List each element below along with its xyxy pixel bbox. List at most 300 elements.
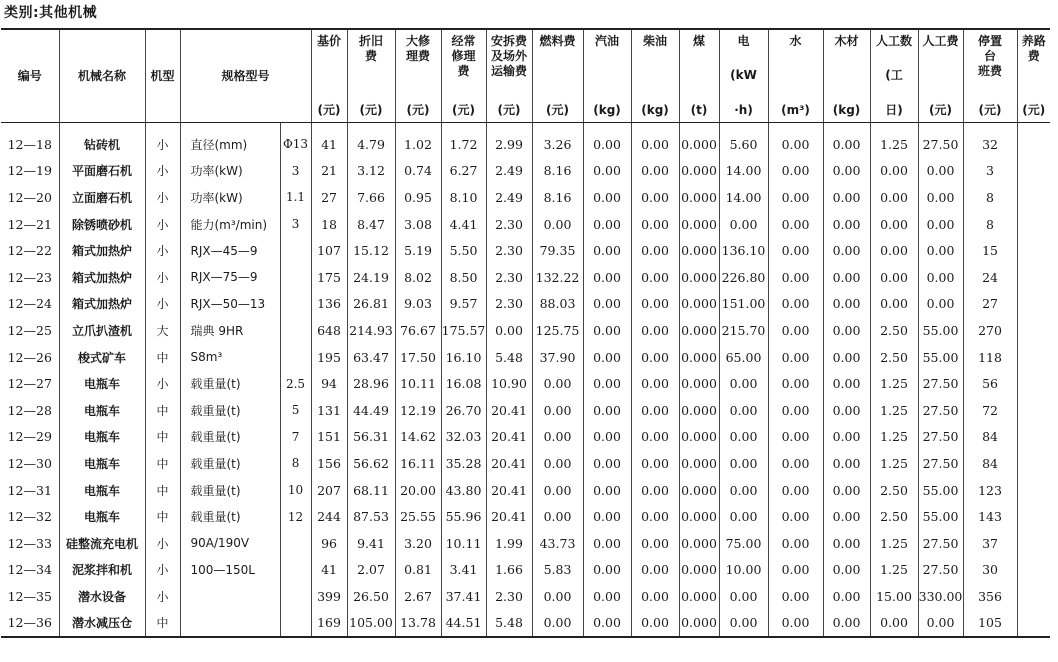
cell-diesel: 0.00 bbox=[631, 291, 679, 318]
cell-repair: 10.11 bbox=[441, 530, 486, 557]
cell-type: 小 bbox=[145, 370, 180, 397]
cell-diesel: 0.00 bbox=[631, 264, 679, 291]
cell-water: 0.00 bbox=[768, 291, 823, 318]
cell-fuel-cost: 0.00 bbox=[532, 370, 583, 397]
cell-overhaul: 14.62 bbox=[395, 424, 441, 451]
cell-standby: 356 bbox=[963, 583, 1017, 610]
cell-wood: 0.00 bbox=[823, 344, 870, 371]
header-depreciation: 折旧 费 (元) bbox=[347, 29, 395, 123]
cell-spec-value: 1.1 bbox=[280, 184, 311, 211]
cell-labor-days: 1.25 bbox=[870, 557, 918, 584]
cell-overhaul: 2.67 bbox=[395, 583, 441, 610]
cell-diesel: 0.00 bbox=[631, 370, 679, 397]
cell-base-price: 175 bbox=[311, 264, 347, 291]
cell-gasoline: 0.00 bbox=[583, 317, 631, 344]
cell-spec-value bbox=[280, 317, 311, 344]
cell-base-price: 41 bbox=[311, 123, 347, 158]
header-repair: 经常 修理 费 (元) bbox=[441, 29, 486, 123]
cell-road bbox=[1017, 583, 1050, 610]
cell-fuel-cost: 125.75 bbox=[532, 317, 583, 344]
cell-no: 12—36 bbox=[1, 610, 59, 638]
cell-wood: 0.00 bbox=[823, 610, 870, 638]
cell-coal: 0.000 bbox=[679, 264, 719, 291]
cell-labor-cost: 27.50 bbox=[918, 397, 963, 424]
cell-name: 箱式加热炉 bbox=[59, 291, 145, 318]
cell-water: 0.00 bbox=[768, 184, 823, 211]
cell-road bbox=[1017, 211, 1050, 238]
cell-coal: 0.000 bbox=[679, 530, 719, 557]
cell-diesel: 0.00 bbox=[631, 158, 679, 185]
cell-overhaul: 10.11 bbox=[395, 370, 441, 397]
cell-labor-cost: 0.00 bbox=[918, 211, 963, 238]
cell-spec bbox=[180, 610, 280, 638]
cell-install-transport: 2.30 bbox=[486, 211, 532, 238]
cell-fuel-cost: 0.00 bbox=[532, 424, 583, 451]
cell-base-price: 169 bbox=[311, 610, 347, 638]
cell-electricity: 75.00 bbox=[719, 530, 768, 557]
cell-road bbox=[1017, 184, 1050, 211]
cell-wood: 0.00 bbox=[823, 317, 870, 344]
cell-coal: 0.000 bbox=[679, 450, 719, 477]
cell-depreciation: 87.53 bbox=[347, 503, 395, 530]
cell-road bbox=[1017, 530, 1050, 557]
table-row bbox=[1, 424, 1058, 451]
cell-road bbox=[1017, 610, 1050, 638]
cell-base-price: 648 bbox=[311, 317, 347, 344]
cell-labor-days: 2.50 bbox=[870, 503, 918, 530]
cell-standby: 143 bbox=[963, 503, 1017, 530]
cell-type: 中 bbox=[145, 397, 180, 424]
cell-depreciation: 4.79 bbox=[347, 123, 395, 158]
cell-install-transport: 10.90 bbox=[486, 370, 532, 397]
cell-overhaul: 1.02 bbox=[395, 123, 441, 158]
table-row bbox=[1, 370, 1058, 397]
cell-fuel-cost: 8.16 bbox=[532, 158, 583, 185]
cell-water: 0.00 bbox=[768, 317, 823, 344]
cell-spec: RJX—45—9 bbox=[180, 237, 280, 264]
cell-install-transport: 2.30 bbox=[486, 264, 532, 291]
cell-spec: 瑞典 9HR bbox=[180, 317, 280, 344]
cell-repair: 35.28 bbox=[441, 450, 486, 477]
cell-spec: 载重量(t) bbox=[180, 424, 280, 451]
cell-name: 硅整流充电机 bbox=[59, 530, 145, 557]
cell-fuel-cost: 43.73 bbox=[532, 530, 583, 557]
cell-coal: 0.000 bbox=[679, 237, 719, 264]
header-overhaul: 大修 理费 (元) bbox=[395, 29, 441, 123]
cell-road bbox=[1017, 557, 1050, 584]
cell-road bbox=[1017, 237, 1050, 264]
header-electricity: 电 (kW ·h) bbox=[719, 29, 768, 123]
cell-install-transport: 2.30 bbox=[486, 291, 532, 318]
cell-install-transport: 20.41 bbox=[486, 424, 532, 451]
cell-spec-value: 7 bbox=[280, 424, 311, 451]
cell-labor-days: 0.00 bbox=[870, 610, 918, 638]
cell-electricity: 226.80 bbox=[719, 264, 768, 291]
cell-standby: 3 bbox=[963, 158, 1017, 185]
cell-labor-cost: 0.00 bbox=[918, 158, 963, 185]
cell-wood: 0.00 bbox=[823, 557, 870, 584]
cell-name: 电瓶车 bbox=[59, 424, 145, 451]
cell-electricity: 136.10 bbox=[719, 237, 768, 264]
table-row bbox=[1, 450, 1058, 477]
cell-name: 立面磨石机 bbox=[59, 184, 145, 211]
cell-wood: 0.00 bbox=[823, 123, 870, 158]
cell-diesel: 0.00 bbox=[631, 211, 679, 238]
cell-no: 12—26 bbox=[7, 349, 52, 365]
cell-labor-cost: 27.50 bbox=[918, 450, 963, 477]
cell-no: 12—18 bbox=[7, 136, 52, 152]
header-labor-cost: 人工费 (元) bbox=[918, 29, 963, 123]
cell-standby: 8 bbox=[963, 211, 1017, 238]
cell-labor-days: 15.00 bbox=[870, 583, 918, 610]
cell-standby: 56 bbox=[963, 370, 1017, 397]
cell-labor-days: 0.00 bbox=[870, 158, 918, 185]
cell-wood: 0.00 bbox=[823, 291, 870, 318]
cell-wood: 0.00 bbox=[823, 503, 870, 530]
cell-labor-cost: 0.00 bbox=[918, 264, 963, 291]
cell-labor-days: 2.50 bbox=[870, 317, 918, 344]
cell-base-price: 107 bbox=[311, 237, 347, 264]
cell-road bbox=[1017, 317, 1050, 344]
header-gasoline: 汽油 (kg) bbox=[583, 29, 631, 123]
cell-diesel: 0.00 bbox=[631, 530, 679, 557]
cell-wood: 0.00 bbox=[823, 158, 870, 185]
cell-electricity: 0.00 bbox=[719, 370, 768, 397]
cell-fuel-cost: 132.22 bbox=[532, 264, 583, 291]
cell-wood: 0.00 bbox=[823, 424, 870, 451]
table-row bbox=[1, 317, 1058, 344]
cell-wood: 0.00 bbox=[823, 450, 870, 477]
cell-electricity: 151.00 bbox=[719, 291, 768, 318]
cell-name: 电瓶车 bbox=[59, 450, 145, 477]
cell-name: 梭式矿车 bbox=[59, 344, 145, 371]
cell-no: 12—32 bbox=[7, 509, 52, 525]
cell-repair: 8.10 bbox=[441, 184, 486, 211]
cell-base-price: 207 bbox=[311, 477, 347, 504]
cell-labor-cost: 330.00 bbox=[918, 583, 963, 610]
cell-spec-value: 3 bbox=[280, 158, 311, 185]
cell-no: 12—31 bbox=[7, 482, 52, 498]
header-install-transport: 安拆费 及场外 运输费 (元) bbox=[486, 29, 532, 123]
cell-road bbox=[1017, 477, 1050, 504]
cell-overhaul: 16.11 bbox=[395, 450, 441, 477]
machinery-cost-table bbox=[1, 28, 1058, 638]
cell-depreciation: 68.11 bbox=[347, 477, 395, 504]
cell-install-transport: 5.48 bbox=[486, 610, 532, 638]
cell-gasoline: 0.00 bbox=[583, 477, 631, 504]
header-water: 水 (m³) bbox=[768, 29, 823, 123]
cell-water: 0.00 bbox=[768, 158, 823, 185]
cell-type: 小 bbox=[145, 264, 180, 291]
cell-overhaul: 20.00 bbox=[395, 477, 441, 504]
cell-spec: 功率(kW) bbox=[180, 184, 280, 211]
cell-type: 中 bbox=[145, 503, 180, 530]
cell-no: 12—35 bbox=[7, 588, 52, 604]
table-row bbox=[1, 503, 1058, 530]
cell-spec: 直径(mm) bbox=[180, 123, 280, 158]
cell-fuel-cost: 79.35 bbox=[532, 237, 583, 264]
table-row bbox=[1, 237, 1058, 264]
cell-standby: 15 bbox=[963, 237, 1017, 264]
cell-fuel-cost: 0.00 bbox=[532, 397, 583, 424]
cell-diesel: 0.00 bbox=[631, 344, 679, 371]
cell-spec-value: 8 bbox=[280, 450, 311, 477]
cell-standby: 105 bbox=[963, 610, 1017, 638]
cell-name: 电瓶车 bbox=[59, 370, 145, 397]
cell-wood: 0.00 bbox=[823, 530, 870, 557]
cell-road bbox=[1017, 397, 1050, 424]
header-no: 编号 bbox=[1, 29, 59, 123]
table-row bbox=[1, 291, 1058, 318]
cell-diesel: 0.00 bbox=[631, 450, 679, 477]
cell-coal: 0.000 bbox=[679, 317, 719, 344]
cell-repair: 32.03 bbox=[441, 424, 486, 451]
cell-overhaul: 76.67 bbox=[395, 317, 441, 344]
cell-depreciation: 8.47 bbox=[347, 211, 395, 238]
cell-coal: 0.000 bbox=[679, 211, 719, 238]
cell-labor-days: 0.00 bbox=[870, 184, 918, 211]
cell-base-price: 131 bbox=[311, 397, 347, 424]
cell-standby: 270 bbox=[963, 317, 1017, 344]
cell-spec: 90A/190V bbox=[180, 530, 280, 557]
cell-depreciation: 15.12 bbox=[347, 237, 395, 264]
header-base-price: 基价 (元) bbox=[311, 29, 347, 123]
cell-coal: 0.000 bbox=[679, 610, 719, 638]
cell-base-price: 151 bbox=[311, 424, 347, 451]
cell-name: 泥浆拌和机 bbox=[59, 557, 145, 584]
cell-water: 0.00 bbox=[768, 123, 823, 158]
cell-standby: 84 bbox=[963, 450, 1017, 477]
cell-standby: 84 bbox=[963, 424, 1017, 451]
cell-no: 12—34 bbox=[7, 562, 52, 578]
cell-standby: 118 bbox=[963, 344, 1017, 371]
cell-depreciation: 56.31 bbox=[347, 424, 395, 451]
cell-gasoline: 0.00 bbox=[583, 237, 631, 264]
cell-spec-value bbox=[280, 264, 311, 291]
cell-install-transport: 5.48 bbox=[486, 344, 532, 371]
cell-labor-days: 1.25 bbox=[870, 370, 918, 397]
cell-coal: 0.000 bbox=[679, 370, 719, 397]
cell-overhaul: 0.74 bbox=[395, 158, 441, 185]
cell-spec-value bbox=[280, 291, 311, 318]
cell-standby: 37 bbox=[963, 530, 1017, 557]
cell-labor-cost: 55.00 bbox=[918, 477, 963, 504]
cell-base-price: 41 bbox=[311, 557, 347, 584]
cell-no: 12—24 bbox=[7, 296, 52, 312]
cell-gasoline: 0.00 bbox=[583, 344, 631, 371]
cell-gasoline: 0.00 bbox=[583, 610, 631, 638]
cell-electricity: 10.00 bbox=[719, 557, 768, 584]
cell-labor-days: 1.25 bbox=[870, 530, 918, 557]
cell-repair: 6.27 bbox=[441, 158, 486, 185]
table-row bbox=[1, 477, 1058, 504]
cell-spec: 能力(m³/min) bbox=[180, 211, 280, 238]
cell-standby: 30 bbox=[963, 557, 1017, 584]
cell-road bbox=[1017, 370, 1050, 397]
cell-wood: 0.00 bbox=[823, 184, 870, 211]
cell-repair: 3.41 bbox=[441, 557, 486, 584]
cell-depreciation: 63.47 bbox=[347, 344, 395, 371]
cell-depreciation: 9.41 bbox=[347, 530, 395, 557]
cell-electricity: 65.00 bbox=[719, 344, 768, 371]
cell-name: 潜水减压仓 bbox=[59, 610, 145, 638]
cell-diesel: 0.00 bbox=[631, 237, 679, 264]
cell-type: 小 bbox=[145, 530, 180, 557]
cell-base-price: 18 bbox=[311, 211, 347, 238]
cell-install-transport: 0.00 bbox=[486, 317, 532, 344]
table-row bbox=[1, 211, 1058, 238]
cell-overhaul: 12.19 bbox=[395, 397, 441, 424]
table-category-caption: 类别:其他机械 bbox=[4, 5, 98, 21]
cell-gasoline: 0.00 bbox=[583, 184, 631, 211]
cell-labor-days: 0.00 bbox=[870, 211, 918, 238]
cell-coal: 0.000 bbox=[679, 158, 719, 185]
cell-spec-value: Φ13 bbox=[280, 123, 311, 158]
cell-water: 0.00 bbox=[768, 211, 823, 238]
cell-electricity: 14.00 bbox=[719, 184, 768, 211]
cell-depreciation: 24.19 bbox=[347, 264, 395, 291]
table-row bbox=[1, 583, 1058, 610]
cell-road bbox=[1017, 424, 1050, 451]
cell-road bbox=[1017, 503, 1050, 530]
cell-overhaul: 0.95 bbox=[395, 184, 441, 211]
cell-diesel: 0.00 bbox=[631, 583, 679, 610]
cell-standby: 24 bbox=[963, 264, 1017, 291]
table-row bbox=[1, 530, 1058, 557]
cell-repair: 8.50 bbox=[441, 264, 486, 291]
cell-spec-value: 12 bbox=[280, 503, 311, 530]
cell-coal: 0.000 bbox=[679, 123, 719, 158]
cell-diesel: 0.00 bbox=[631, 610, 679, 638]
cell-standby: 72 bbox=[963, 397, 1017, 424]
cell-spec: 载重量(t) bbox=[180, 503, 280, 530]
cell-labor-days: 1.25 bbox=[870, 424, 918, 451]
cell-overhaul: 3.08 bbox=[395, 211, 441, 238]
cell-wood: 0.00 bbox=[823, 211, 870, 238]
cell-spec: 100—150L bbox=[180, 557, 280, 584]
header-standby: 停置 台 班费 (元) bbox=[963, 29, 1017, 123]
cell-fuel-cost: 0.00 bbox=[532, 503, 583, 530]
cell-fuel-cost: 0.00 bbox=[532, 211, 583, 238]
cell-no: 12—21 bbox=[7, 216, 52, 232]
cell-type: 中 bbox=[145, 344, 180, 371]
cell-labor-cost: 55.00 bbox=[918, 317, 963, 344]
cell-fuel-cost: 3.26 bbox=[532, 123, 583, 158]
cell-no: 12—28 bbox=[7, 402, 52, 418]
cell-no: 12—27 bbox=[7, 376, 52, 392]
cell-spec: S8m³ bbox=[180, 344, 280, 371]
cell-type: 中 bbox=[145, 424, 180, 451]
cell-repair: 5.50 bbox=[441, 237, 486, 264]
cell-labor-days: 0.00 bbox=[870, 291, 918, 318]
cell-type: 小 bbox=[145, 583, 180, 610]
cell-gasoline: 0.00 bbox=[583, 450, 631, 477]
cell-install-transport: 20.41 bbox=[486, 503, 532, 530]
cell-no: 12—23 bbox=[7, 269, 52, 285]
cell-spec-value: 5 bbox=[280, 397, 311, 424]
cell-type: 大 bbox=[145, 317, 180, 344]
cell-base-price: 136 bbox=[311, 291, 347, 318]
cell-spec: 载重量(t) bbox=[180, 397, 280, 424]
cell-depreciation: 28.96 bbox=[347, 370, 395, 397]
cell-road bbox=[1017, 291, 1050, 318]
cell-base-price: 27 bbox=[311, 184, 347, 211]
cell-install-transport: 2.30 bbox=[486, 583, 532, 610]
cell-type: 小 bbox=[145, 211, 180, 238]
cell-spec-value: 3 bbox=[280, 211, 311, 238]
cell-name: 箱式加热炉 bbox=[59, 237, 145, 264]
cell-labor-days: 2.50 bbox=[870, 477, 918, 504]
cell-electricity: 0.00 bbox=[719, 397, 768, 424]
cell-electricity: 5.60 bbox=[719, 123, 768, 158]
cell-diesel: 0.00 bbox=[631, 184, 679, 211]
header-diesel: 柴油 (kg) bbox=[631, 29, 679, 123]
cell-depreciation: 214.93 bbox=[347, 317, 395, 344]
cell-repair: 4.41 bbox=[441, 211, 486, 238]
cell-base-price: 96 bbox=[311, 530, 347, 557]
cell-overhaul: 5.19 bbox=[395, 237, 441, 264]
cell-gasoline: 0.00 bbox=[583, 397, 631, 424]
cell-labor-cost: 27.50 bbox=[918, 530, 963, 557]
cell-labor-cost: 55.00 bbox=[918, 503, 963, 530]
cell-type: 小 bbox=[145, 158, 180, 185]
cell-spec-value: 2.5 bbox=[280, 370, 311, 397]
cell-install-transport: 2.49 bbox=[486, 158, 532, 185]
cell-electricity: 215.70 bbox=[719, 317, 768, 344]
cell-water: 0.00 bbox=[768, 424, 823, 451]
cell-water: 0.00 bbox=[768, 477, 823, 504]
cell-labor-days: 0.00 bbox=[870, 264, 918, 291]
cell-spec: RJX—50—13 bbox=[180, 291, 280, 318]
cell-repair: 43.80 bbox=[441, 477, 486, 504]
cell-install-transport: 1.66 bbox=[486, 557, 532, 584]
cell-spec: 载重量(t) bbox=[180, 450, 280, 477]
cell-overhaul: 9.03 bbox=[395, 291, 441, 318]
header-road: 养路 费 (元) bbox=[1017, 29, 1050, 123]
cell-labor-days: 0.00 bbox=[870, 237, 918, 264]
cell-install-transport: 20.41 bbox=[486, 450, 532, 477]
cell-road bbox=[1017, 344, 1050, 371]
cell-no: 12—29 bbox=[7, 429, 52, 445]
cell-spec-value bbox=[280, 530, 311, 557]
cell-type: 小 bbox=[145, 557, 180, 584]
cell-type: 小 bbox=[145, 184, 180, 211]
cell-repair: 1.72 bbox=[441, 123, 486, 158]
cell-type: 中 bbox=[145, 450, 180, 477]
cell-gasoline: 0.00 bbox=[583, 530, 631, 557]
cell-water: 0.00 bbox=[768, 610, 823, 638]
cell-repair: 55.96 bbox=[441, 503, 486, 530]
cell-spec-value bbox=[280, 583, 311, 610]
cell-labor-cost: 0.00 bbox=[918, 291, 963, 318]
cell-coal: 0.000 bbox=[679, 477, 719, 504]
cell-water: 0.00 bbox=[768, 397, 823, 424]
cell-install-transport: 1.99 bbox=[486, 530, 532, 557]
cell-type: 中 bbox=[145, 610, 180, 638]
cell-install-transport: 2.30 bbox=[486, 237, 532, 264]
cell-labor-cost: 0.00 bbox=[918, 237, 963, 264]
cell-labor-cost: 27.50 bbox=[918, 123, 963, 158]
cell-base-price: 21 bbox=[311, 158, 347, 185]
header-type: 机型 bbox=[145, 29, 180, 123]
cell-spec-value bbox=[280, 557, 311, 584]
cell-fuel-cost: 8.16 bbox=[532, 184, 583, 211]
cell-fuel-cost: 0.00 bbox=[532, 477, 583, 504]
cell-standby: 27 bbox=[963, 291, 1017, 318]
cell-coal: 0.000 bbox=[679, 503, 719, 530]
cell-overhaul: 25.55 bbox=[395, 503, 441, 530]
cell-spec: 功率(kW) bbox=[180, 158, 280, 185]
